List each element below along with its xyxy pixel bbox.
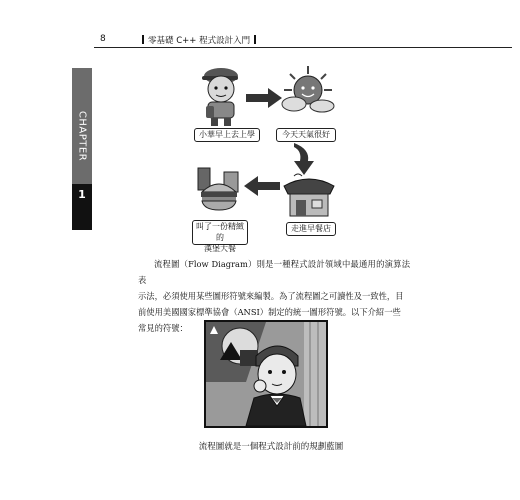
chapter-number-box (72, 184, 92, 230)
breakfast-shop-illustration (280, 172, 338, 220)
thinking-boy-illustration (206, 322, 326, 426)
title-bar-right (254, 35, 256, 44)
caption-step4 (192, 220, 248, 253)
cartoon-frame (204, 320, 328, 428)
paragraph-line3: 前使用美國國家標準協會（ANSI）制定的統一圖形符號。以下介紹一些 (138, 307, 401, 317)
caption-step4-line2: 漢堡大餐 (204, 244, 236, 253)
page-header (92, 34, 512, 48)
sun-illustration (280, 64, 336, 116)
arrow-down-icon (290, 143, 320, 175)
caption-step2: 今天天氣很好 (276, 128, 336, 142)
arrow-right-icon (246, 88, 282, 108)
cartoon-caption: 流程圖就是一個程式設計前的規劃藍圖 (198, 442, 344, 452)
paragraph-line2: 示法，必須使用某些圖形符號來編製。為了流程圖之可讀性及一致性，目 (138, 291, 404, 301)
paragraph-line4: 常見的符號： (138, 323, 188, 333)
chapter-label (72, 92, 92, 180)
burger-meal-illustration (194, 164, 244, 216)
running-title (138, 34, 260, 46)
chapter-number: 1 (78, 188, 86, 201)
arrow-left-icon (244, 176, 280, 196)
boy-illustration (196, 64, 246, 128)
chapter-label-text: CHAPTER (76, 110, 88, 162)
paragraph-line1: 流程圖（Flow Diagram）則是一種程式設計領域中最通用的演算法表 (138, 259, 410, 285)
header-rule (94, 47, 512, 48)
running-title-text: 零基礎 C++ 程式設計入門 (148, 36, 251, 46)
title-bar-left (142, 35, 144, 44)
caption-step1: 小華早上去上學 (194, 128, 260, 142)
caption-step3: 走進早餐店 (286, 222, 336, 236)
caption-step4-line1: 叫了一份精緻的 (196, 222, 244, 242)
page-number: 8 (100, 34, 106, 44)
